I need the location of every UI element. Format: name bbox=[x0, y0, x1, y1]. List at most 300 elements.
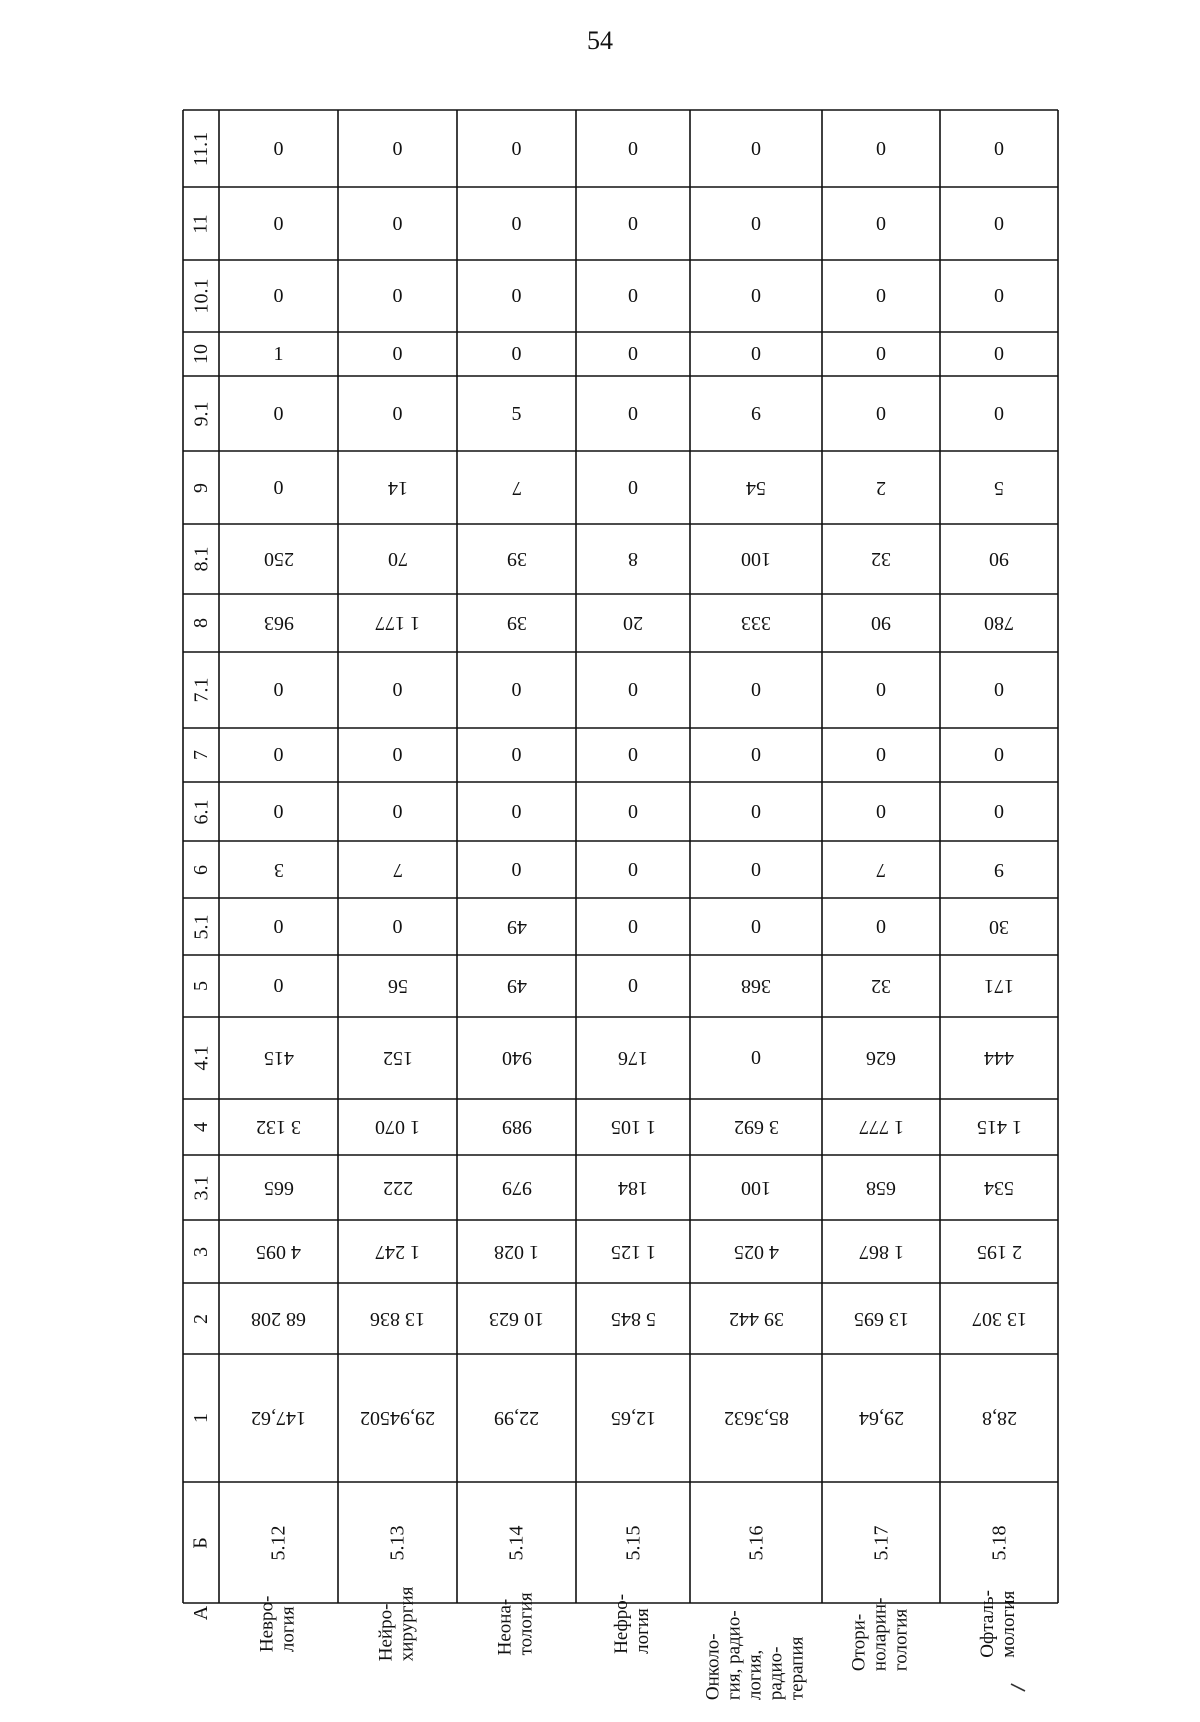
table-cell bbox=[338, 898, 457, 955]
table-cell bbox=[940, 1155, 1058, 1220]
table-cell bbox=[940, 1099, 1058, 1155]
table-cell bbox=[457, 524, 576, 594]
table-cell bbox=[940, 332, 1058, 376]
table-cell-text: 0 bbox=[751, 343, 761, 365]
table-cell bbox=[457, 1482, 576, 1603]
column-header-text: 5.1 bbox=[190, 914, 212, 939]
table-cell bbox=[822, 1354, 940, 1482]
table-cell-text: 0 bbox=[751, 800, 761, 823]
table-cell-text: 415 bbox=[263, 1047, 294, 1069]
table-cell bbox=[576, 110, 690, 187]
table-cell bbox=[940, 451, 1058, 524]
table-cell bbox=[457, 1155, 576, 1220]
table-cell-text: 534 bbox=[984, 1176, 1014, 1199]
table-cell bbox=[338, 728, 457, 782]
table-cell-text: 0 bbox=[392, 212, 403, 235]
row-name-cell bbox=[822, 1597, 940, 1672]
row-name-cell-text: Нейро- хирургия bbox=[375, 1586, 418, 1662]
table-cell bbox=[940, 260, 1058, 332]
table-cell bbox=[822, 376, 940, 451]
table-cell-text: 0 bbox=[273, 915, 284, 938]
column-header bbox=[183, 1482, 219, 1603]
table-cell bbox=[219, 841, 338, 898]
table-cell-text: 1 105 bbox=[610, 1116, 656, 1138]
table-cell bbox=[822, 524, 940, 594]
table-cell-text: 0 bbox=[751, 858, 761, 881]
table-cell bbox=[690, 1017, 822, 1099]
table-cell-text: 5.16 bbox=[745, 1525, 767, 1560]
table-cell bbox=[576, 1099, 690, 1155]
table-cell-text: 0 bbox=[628, 800, 638, 823]
table-cell-text: 0 bbox=[751, 915, 761, 938]
table-cell-text: 4 095 bbox=[256, 1240, 301, 1263]
column-header bbox=[183, 955, 219, 1017]
table-cell bbox=[690, 1220, 822, 1283]
table-cell-text: 5.14 bbox=[505, 1525, 528, 1560]
table-cell-text: 333 bbox=[741, 612, 771, 634]
table-cell-text: 39 bbox=[506, 612, 527, 634]
table-cell-text: 1 125 bbox=[610, 1240, 656, 1263]
table-cell bbox=[822, 187, 940, 260]
table-cell bbox=[822, 652, 940, 728]
table-cell-text: 0 bbox=[628, 476, 638, 499]
table-cell-text: 250 bbox=[263, 548, 294, 570]
table-cell-text: 70 bbox=[387, 548, 408, 570]
table-cell bbox=[457, 451, 576, 524]
column-header-text: А bbox=[189, 1605, 212, 1621]
table-cell bbox=[457, 110, 576, 187]
table-cell-text: 0 bbox=[628, 343, 638, 365]
table-cell-text: 0 bbox=[392, 343, 403, 365]
column-header-text: 3 bbox=[190, 1246, 212, 1257]
column-header-text: 9 bbox=[190, 482, 212, 493]
table-cell-text: 0 bbox=[511, 744, 522, 766]
table-cell bbox=[457, 1017, 576, 1099]
table-cell bbox=[576, 782, 690, 841]
table-cell-text: 3 bbox=[273, 858, 284, 881]
table-cell-text: 20 bbox=[623, 612, 643, 634]
table-cell bbox=[576, 955, 690, 1017]
table-cell-text: 368 bbox=[741, 975, 771, 997]
table-cell bbox=[940, 1354, 1058, 1482]
table-cell bbox=[822, 1283, 940, 1354]
column-header bbox=[183, 376, 219, 451]
table-cell bbox=[219, 955, 338, 1017]
table-cell-text: 13 307 bbox=[971, 1307, 1027, 1330]
table-cell bbox=[338, 110, 457, 187]
table-cell bbox=[219, 1017, 338, 1099]
table-cell-text: 5.17 bbox=[870, 1525, 892, 1560]
table-cell bbox=[822, 1220, 940, 1283]
column-header bbox=[183, 524, 219, 594]
table-cell-text: 0 bbox=[876, 285, 886, 307]
table-cell-text: 0 bbox=[273, 137, 284, 160]
table-cell-text: 0 bbox=[994, 800, 1004, 823]
table-cell bbox=[219, 332, 338, 376]
table-cell-text: 0 bbox=[628, 679, 638, 701]
table-cell-text: 979 bbox=[501, 1176, 532, 1199]
table-cell bbox=[690, 728, 822, 782]
table-cell-text: 6 bbox=[751, 402, 761, 425]
table-cell-text: 0 bbox=[751, 1047, 761, 1069]
table-cell bbox=[338, 187, 457, 260]
table-cell bbox=[457, 898, 576, 955]
table-cell bbox=[690, 898, 822, 955]
table-cell bbox=[940, 376, 1058, 451]
row-name-cell bbox=[219, 1595, 338, 1653]
table-cell-text: 0 bbox=[751, 285, 761, 307]
table-cell bbox=[457, 260, 576, 332]
column-header bbox=[183, 451, 219, 524]
column-header bbox=[183, 1220, 219, 1283]
column-header-text: 7 bbox=[190, 750, 212, 760]
table-cell-text: 13 836 bbox=[370, 1307, 425, 1330]
table-cell bbox=[940, 110, 1058, 187]
table-cell-text: 5 bbox=[511, 402, 522, 425]
table-cell bbox=[822, 782, 940, 841]
table-cell-text: 0 bbox=[628, 858, 638, 881]
table-cell bbox=[822, 1482, 940, 1603]
table-cell-text: 49 bbox=[506, 975, 527, 997]
table-cell-text: 28,8 bbox=[981, 1407, 1017, 1429]
table-cell-text: 0 bbox=[392, 137, 403, 160]
column-header-text: 11 bbox=[189, 213, 212, 234]
table-cell-text: 68 208 bbox=[251, 1307, 306, 1330]
table-cell-text: 0 bbox=[628, 137, 638, 160]
table-cell-text: 1 867 bbox=[858, 1240, 904, 1263]
column-header bbox=[183, 332, 219, 376]
column-header-text: 11.1 bbox=[189, 131, 212, 166]
table-cell-text: 100 bbox=[741, 1176, 771, 1199]
table-cell-text: 184 bbox=[618, 1176, 648, 1199]
row-name-cell bbox=[457, 1592, 576, 1656]
column-header bbox=[183, 652, 219, 728]
table-cell-text: 30 bbox=[989, 915, 1009, 938]
table-cell-text: 12,65 bbox=[610, 1407, 656, 1429]
table-cell-text: 0 bbox=[628, 975, 638, 997]
table-cell bbox=[940, 594, 1058, 652]
table-cell-text: 0 bbox=[392, 915, 403, 938]
row-name-cell bbox=[338, 1586, 457, 1662]
table-cell-text: 5.12 bbox=[267, 1525, 290, 1560]
column-header bbox=[183, 110, 219, 187]
row-name-cell-text: Отори- ноларин- гология bbox=[848, 1597, 912, 1672]
table-cell-text: 39 442 bbox=[728, 1307, 784, 1330]
table-cell bbox=[457, 955, 576, 1017]
table-cell bbox=[940, 728, 1058, 782]
column-header bbox=[183, 594, 219, 652]
table-cell bbox=[690, 260, 822, 332]
column-header-text: 10.1 bbox=[190, 278, 212, 314]
column-header-text: 9.1 bbox=[190, 401, 212, 426]
table-cell-text: 0 bbox=[994, 343, 1004, 365]
table-cell bbox=[338, 652, 457, 728]
table-cell bbox=[576, 1354, 690, 1482]
table-cell bbox=[219, 187, 338, 260]
table-cell bbox=[576, 652, 690, 728]
table-cell-text: 0 bbox=[628, 212, 638, 235]
table-cell bbox=[690, 782, 822, 841]
table-cell bbox=[338, 524, 457, 594]
table-cell-text: 147,62 bbox=[251, 1407, 306, 1429]
column-header-text: 8.1 bbox=[190, 546, 212, 572]
table-cell-text: 963 bbox=[263, 612, 294, 634]
table-cell bbox=[219, 728, 338, 782]
table-cell bbox=[457, 1283, 576, 1354]
table-cell-text: 626 bbox=[866, 1047, 896, 1069]
table-cell bbox=[822, 594, 940, 652]
table-cell-text: 658 bbox=[866, 1176, 896, 1199]
table-cell-text: 0 bbox=[876, 679, 886, 701]
table-cell bbox=[338, 260, 457, 332]
row-name-cell-text: Онколо- гия, радио- логия, радио- терапия bbox=[702, 1610, 808, 1701]
table-cell bbox=[338, 594, 457, 652]
table-cell-text: 0 bbox=[392, 285, 403, 307]
column-header bbox=[183, 187, 219, 260]
table-cell bbox=[219, 1155, 338, 1220]
table-cell bbox=[219, 594, 338, 652]
table-cell bbox=[940, 898, 1058, 955]
table-cell-text: 0 bbox=[751, 137, 761, 160]
column-header-text: 10 bbox=[190, 344, 212, 364]
table-cell bbox=[822, 728, 940, 782]
table-cell-text: 0 bbox=[273, 800, 284, 823]
table-cell bbox=[338, 1220, 457, 1283]
table-cell bbox=[576, 524, 690, 594]
table-cell-text: 0 bbox=[511, 212, 522, 235]
table-cell bbox=[219, 652, 338, 728]
table-cell bbox=[940, 1017, 1058, 1099]
table-cell-text: 7 bbox=[511, 476, 522, 499]
table-cell-text: 5.15 bbox=[622, 1525, 644, 1560]
table-cell bbox=[219, 260, 338, 332]
table-cell bbox=[940, 1220, 1058, 1283]
table-cell bbox=[822, 451, 940, 524]
row-name-cell bbox=[576, 1593, 690, 1654]
row-name-cell-text: Невро- логия bbox=[256, 1595, 299, 1653]
table-cell-text: 32 bbox=[871, 548, 891, 570]
column-header-text: 8 bbox=[190, 618, 212, 628]
table-cell-text: 0 bbox=[392, 402, 403, 425]
table-cell bbox=[940, 524, 1058, 594]
table-cell-text: 0 bbox=[876, 137, 886, 160]
column-header-text: 3.1 bbox=[190, 1175, 212, 1200]
table-cell bbox=[576, 1482, 690, 1603]
table-cell bbox=[457, 187, 576, 260]
table-cell bbox=[576, 187, 690, 260]
table-cell-text: 22,99 bbox=[494, 1407, 539, 1429]
column-header bbox=[183, 1603, 219, 1623]
table-cell bbox=[690, 187, 822, 260]
table-cell-text: 54 bbox=[746, 476, 766, 499]
table-cell-text: 0 bbox=[273, 744, 284, 766]
table-cell bbox=[219, 451, 338, 524]
table-cell bbox=[576, 332, 690, 376]
table-cell-text: 0 bbox=[628, 402, 638, 425]
table-cell bbox=[690, 524, 822, 594]
table-cell bbox=[940, 782, 1058, 841]
table-cell bbox=[576, 898, 690, 955]
table-cell bbox=[457, 728, 576, 782]
table-cell bbox=[457, 332, 576, 376]
table-cell-text: 9 bbox=[994, 858, 1004, 881]
table-cell bbox=[822, 1017, 940, 1099]
table-cell bbox=[822, 260, 940, 332]
table-cell bbox=[338, 782, 457, 841]
table-cell bbox=[338, 1283, 457, 1354]
table-cell-text: 0 bbox=[876, 212, 886, 235]
table-cell-text: 0 bbox=[994, 285, 1004, 307]
column-header-text: 2 bbox=[190, 1313, 212, 1324]
table-cell bbox=[219, 524, 338, 594]
table-cell-text: 13 695 bbox=[853, 1307, 909, 1330]
table-cell-text: 665 bbox=[263, 1176, 294, 1199]
table-cell-text: 90 bbox=[871, 612, 891, 634]
table-cell bbox=[940, 955, 1058, 1017]
table-cell-text: 0 bbox=[994, 402, 1004, 425]
column-header-text: 4 bbox=[190, 1122, 212, 1132]
column-header bbox=[183, 1283, 219, 1354]
page-number: 54 bbox=[587, 26, 613, 55]
table-cell-text: 0 bbox=[876, 402, 886, 425]
table-cell bbox=[940, 1283, 1058, 1354]
table-cell bbox=[690, 1482, 822, 1603]
table-cell bbox=[576, 728, 690, 782]
table-cell-text: 39 bbox=[506, 548, 527, 570]
table-cell bbox=[576, 1017, 690, 1099]
table-cell-text: 0 bbox=[273, 285, 284, 307]
table-cell-text: 0 bbox=[876, 343, 886, 365]
table-cell-text: 2 bbox=[876, 476, 886, 499]
table-cell-text: 0 bbox=[628, 744, 638, 766]
table-cell bbox=[690, 652, 822, 728]
table-cell bbox=[338, 451, 457, 524]
table-cell bbox=[690, 332, 822, 376]
table-cell-text: 780 bbox=[984, 612, 1014, 634]
table-cell-text: 176 bbox=[618, 1047, 648, 1069]
row-name-cell-text: Неона- тология bbox=[494, 1592, 537, 1656]
table-cell-text: 1 415 bbox=[976, 1116, 1022, 1138]
table-cell bbox=[576, 841, 690, 898]
table-cell bbox=[457, 376, 576, 451]
table-cell bbox=[338, 955, 457, 1017]
column-header bbox=[183, 1155, 219, 1220]
table-cell bbox=[576, 1220, 690, 1283]
column-header bbox=[183, 1099, 219, 1155]
pen-mark bbox=[1010, 1682, 1026, 1692]
table-cell bbox=[940, 652, 1058, 728]
column-header bbox=[183, 782, 219, 841]
table-cell-text: 14 bbox=[387, 476, 408, 499]
column-header bbox=[183, 728, 219, 782]
table-cell bbox=[690, 841, 822, 898]
table-cell-text: 56 bbox=[387, 975, 408, 997]
row-name-cell bbox=[940, 1590, 1058, 1658]
row-name-cell-text: Нефро- логия bbox=[611, 1593, 653, 1654]
table-cell bbox=[822, 1099, 940, 1155]
table-cell-text: 0 bbox=[273, 679, 284, 701]
table-cell bbox=[219, 110, 338, 187]
table-cell bbox=[690, 1283, 822, 1354]
table-cell-text: 2 195 bbox=[976, 1240, 1022, 1263]
table-cell-text: 0 bbox=[994, 212, 1004, 235]
column-header bbox=[183, 1017, 219, 1099]
table-cell-text: 29,94502 bbox=[360, 1407, 435, 1429]
table-cell bbox=[219, 1220, 338, 1283]
table-cell-text: 29,64 bbox=[858, 1407, 904, 1429]
table-cell bbox=[457, 782, 576, 841]
table-cell-text: 444 bbox=[984, 1047, 1014, 1069]
table-cell bbox=[690, 451, 822, 524]
table-cell bbox=[338, 1155, 457, 1220]
column-header-text: 6 bbox=[190, 864, 212, 875]
table-cell-text: 0 bbox=[511, 137, 522, 160]
table-cell bbox=[338, 841, 457, 898]
table-cell bbox=[690, 955, 822, 1017]
table-cell-text: 5.18 bbox=[988, 1525, 1010, 1560]
table-cell-text: 32 bbox=[871, 975, 891, 997]
table-cell-text: 1 bbox=[273, 343, 284, 365]
table-cell bbox=[822, 898, 940, 955]
row-name-cell bbox=[690, 1603, 822, 1707]
table-cell bbox=[576, 451, 690, 524]
table-cell bbox=[822, 841, 940, 898]
table-cell-text: 1 028 bbox=[494, 1240, 539, 1263]
table-cell-text: 0 bbox=[392, 679, 403, 701]
column-header bbox=[183, 260, 219, 332]
table-cell-text: 1 777 bbox=[858, 1116, 904, 1138]
table-cell-text: 0 bbox=[628, 285, 638, 307]
table-cell bbox=[219, 782, 338, 841]
table-cell bbox=[576, 1155, 690, 1220]
table-cell bbox=[338, 1017, 457, 1099]
table-cell bbox=[457, 1220, 576, 1283]
table-cell-text: 7 bbox=[392, 858, 403, 881]
table-cell-text: 0 bbox=[273, 212, 284, 235]
table-cell-text: 152 bbox=[382, 1047, 413, 1069]
table-cell bbox=[457, 1354, 576, 1482]
table-cell-text: 85,3632 bbox=[723, 1407, 789, 1429]
table-cell bbox=[822, 1155, 940, 1220]
row-name-cell-text: Офталь- мология bbox=[977, 1590, 1019, 1658]
table-cell-text: 100 bbox=[741, 548, 771, 570]
column-header-text: 1 bbox=[190, 1413, 212, 1423]
table-cell bbox=[338, 1354, 457, 1482]
table-cell bbox=[219, 1354, 338, 1482]
table-cell bbox=[940, 187, 1058, 260]
table-cell-text: 5 845 bbox=[610, 1307, 656, 1330]
table-cell bbox=[576, 1283, 690, 1354]
table-cell bbox=[338, 332, 457, 376]
table-cell bbox=[338, 376, 457, 451]
table-cell bbox=[690, 594, 822, 652]
table-cell bbox=[338, 1099, 457, 1155]
table-cell bbox=[457, 841, 576, 898]
table-cell-text: 0 bbox=[511, 858, 522, 881]
table-cell bbox=[219, 376, 338, 451]
table-cell bbox=[690, 110, 822, 187]
table-cell-text: 1 177 bbox=[375, 612, 420, 634]
table-cell bbox=[219, 1482, 338, 1603]
table-cell bbox=[338, 1482, 457, 1603]
table-cell-text: 0 bbox=[751, 679, 761, 701]
table-cell-text: 0 bbox=[751, 744, 761, 766]
table-cell bbox=[576, 594, 690, 652]
table-cell bbox=[219, 898, 338, 955]
table-cell bbox=[690, 1354, 822, 1482]
table-cell-text: 1 247 bbox=[375, 1240, 420, 1263]
column-header bbox=[183, 898, 219, 955]
